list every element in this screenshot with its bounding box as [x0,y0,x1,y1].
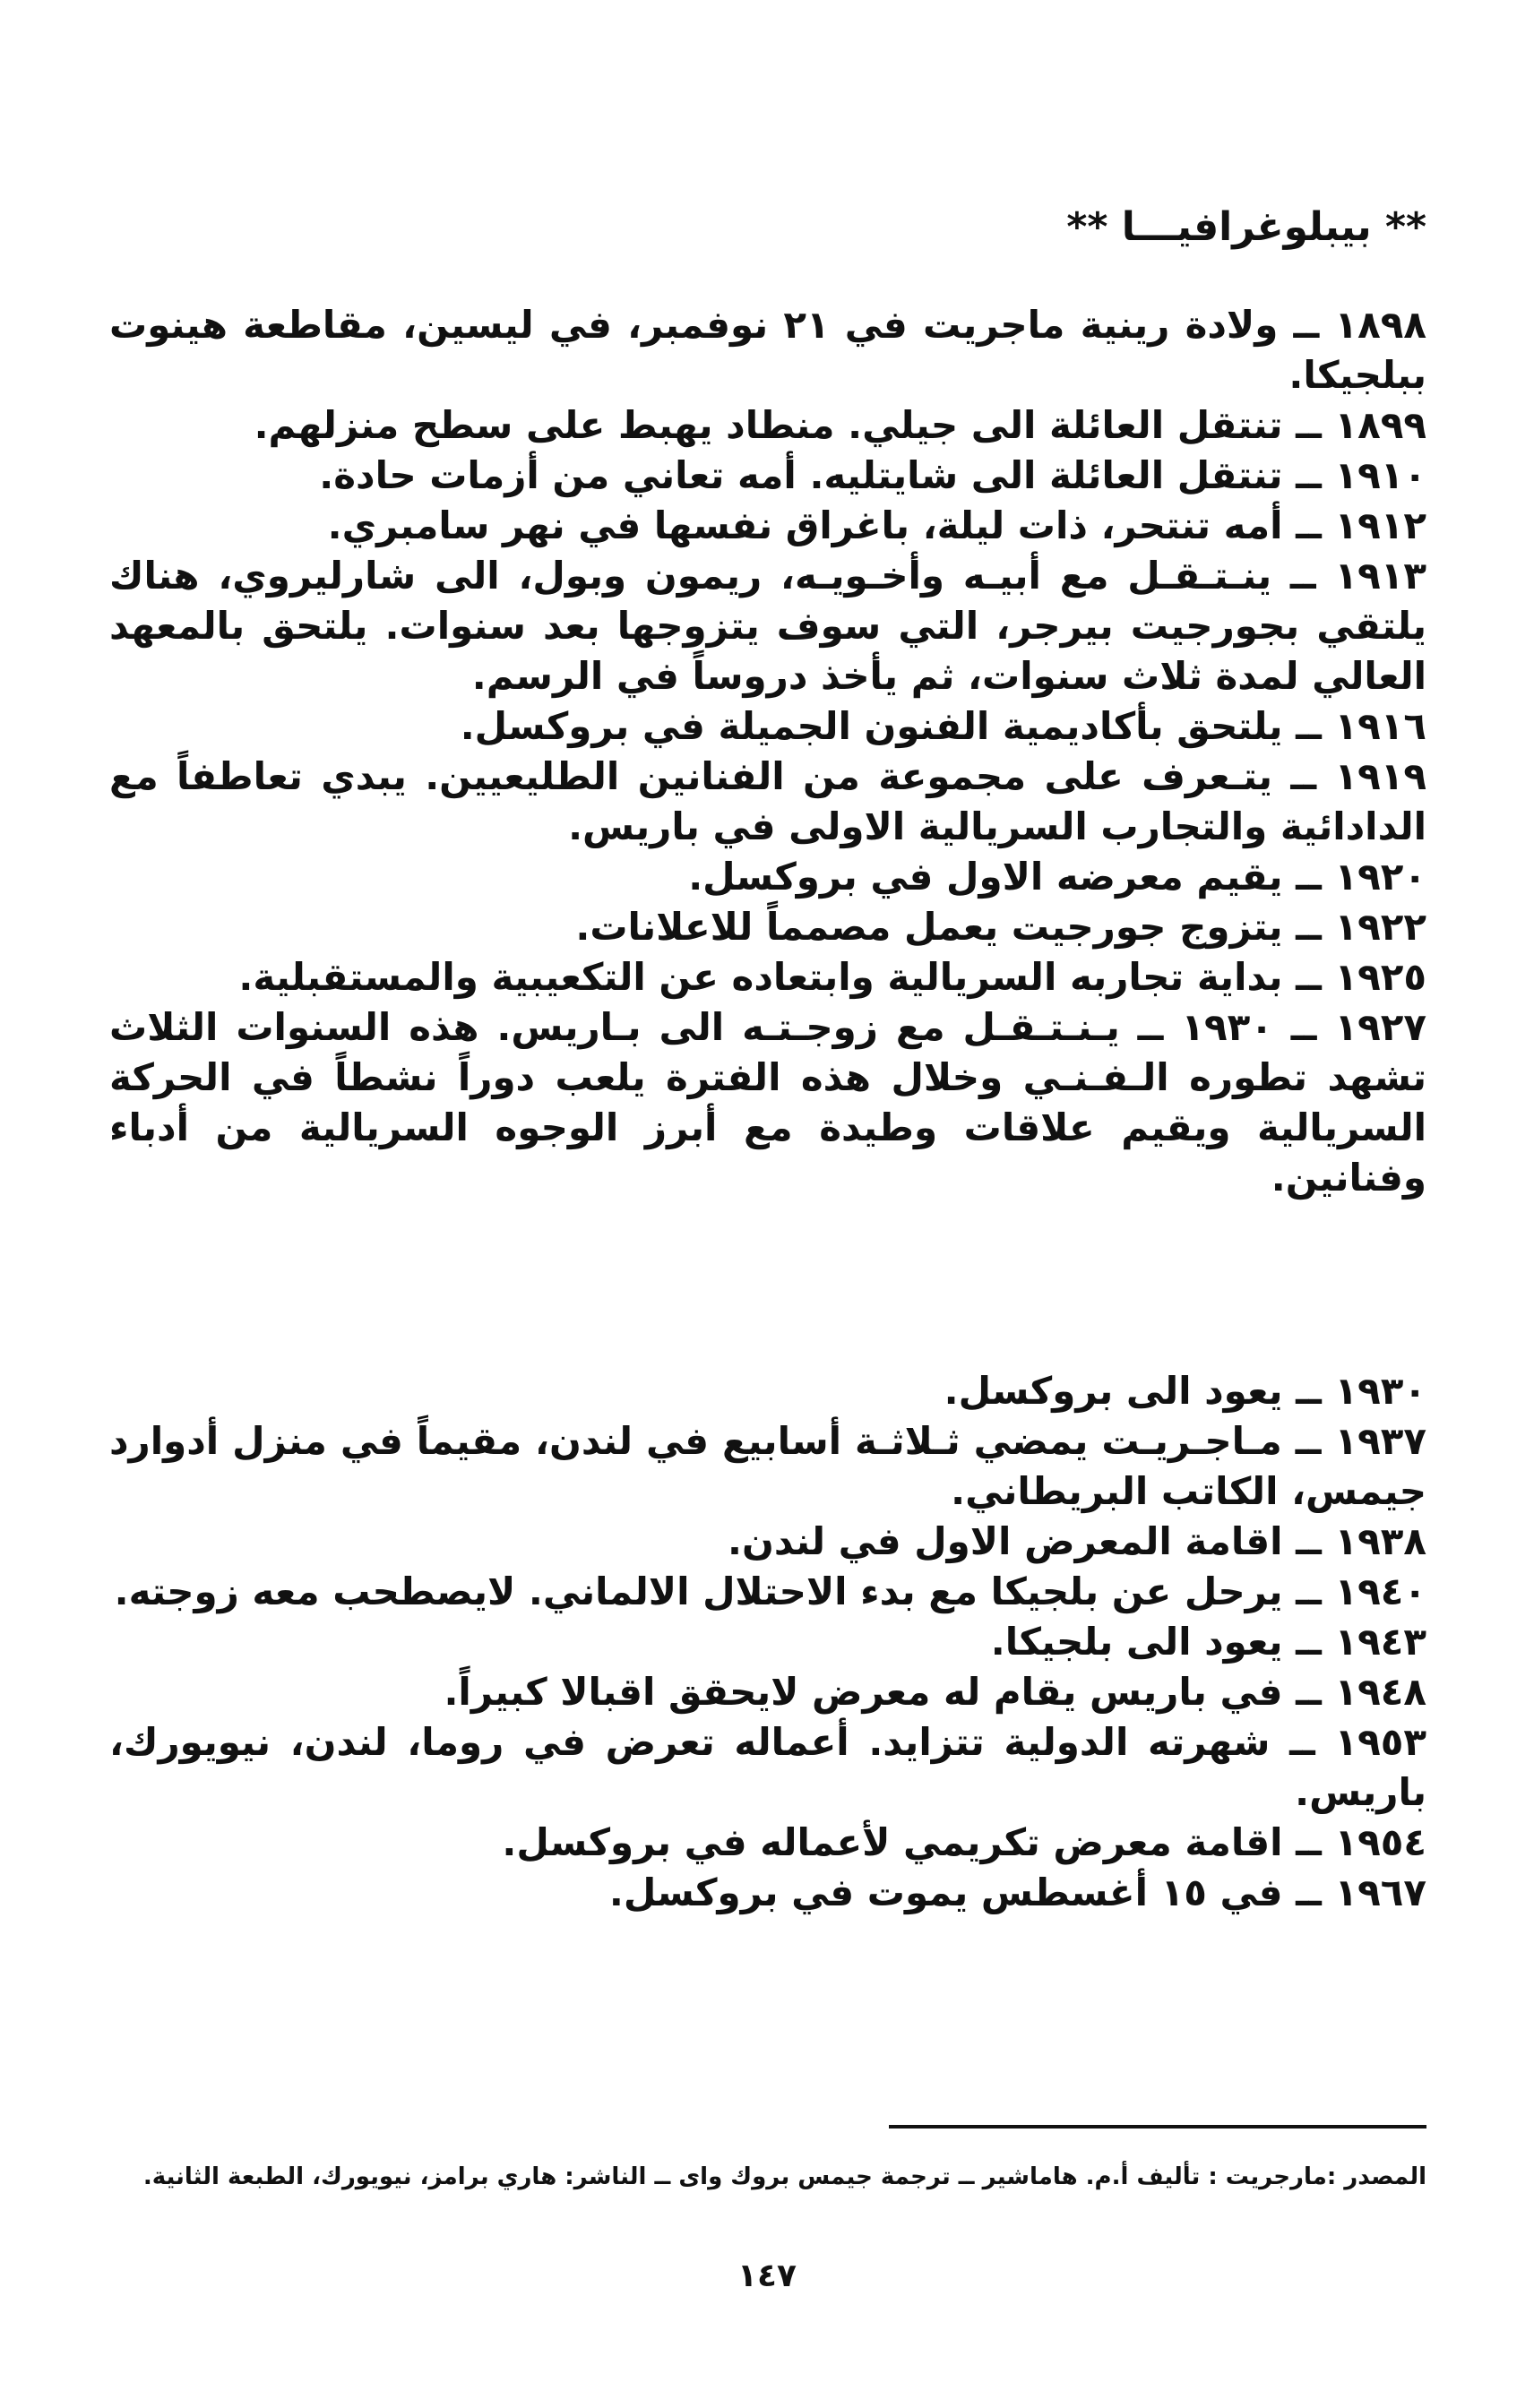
bibliography-entry-1912: ١٩١٢ ــ أمه تنتحر، ذات ليلة، باغراق نفسها في نهر سامبري. [327,503,1426,547]
bibliography-entry-1920: ١٩٢٠ ــ يقيم معرضه الاول في بروكسل. [688,855,1426,899]
bibliography-entry-1927: ١٩٢٧ ــ ١٩٣٠ ــ يـنـتـقـل مع زوجـتـه الى بـاريس. هذه السنوات الثلاث تشهد تطوره الـفـنـي وخلال هذه الفترة يلعب دوراً نشطاً في الحركة السريالية ويقيم علاقات وطيدة مع أبرز الوجوه السريالية من أدباء وفنانين. [109,1005,1426,1200]
bibliography-entry-1919: ١٩١٩ ــ يتـعرف على مجموعة من الفنانين الطليعيين. يبدي تعاطفاً مع الدادائية والتجارب السريالية الاولى في باريس. [109,754,1426,848]
bibliography-entry-1930: ١٩٣٠ ــ يعود الى بروكسل. [944,1369,1426,1413]
bibliography-list-part-1 [109,300,1426,1203]
source-footnote: المصدر :مارجريت : تأليف أ.م. هاماشير ــ ترجمة جيمس بروك واى ــ الناشر: هاري برامز، نيويورك، الطبعة الثانية. [142,2163,1426,2190]
bibliography-entry-1943: ١٩٤٣ ــ يعود الى بلجيكا. [990,1620,1426,1664]
bibliography-entry-1910: ١٩١٠ ــ تنتقل العائلة الى شايتليه. أمه تعاني من أزمات حادة. [319,453,1426,497]
bibliography-entry-1898: ١٨٩٨ ــ ولادة رينية ماجريت في ٢١ نوفمبر، في ليسين، مقاطعة هينوت ببلجيكا. [109,303,1426,397]
bibliography-entry-1937: ١٩٣٧ ــ مـاجـريـت يمضي ثـلاثـة أسابيع في لندن، مقيماً في منزل أدوارد جيمس، الكاتب البريطاني. [109,1419,1426,1513]
bibliography-list-part-2 [109,1366,1426,1918]
page-number: ١٤٧ [737,2258,797,2294]
bibliography-entry-1899: ١٨٩٩ ــ تنتقل العائلة الى جيلي. منطاد يهبط على سطح منزلهم. [254,403,1426,447]
bibliography-entry-1925: ١٩٢٥ ــ بداية تجاربه السريالية وابتعاده عن التكعيبية والمستقبلية. [238,955,1426,999]
bibliography-entry-1922: ١٩٢٢ ــ يتزوج جورجيت يعمل مصمماً للاعلانات. [575,905,1426,949]
bibliography-entry-1954: ١٩٥٤ ــ اقامة معرض تكريمي لأعماله في بروكسل. [502,1820,1426,1864]
bibliography-entry-1967: ١٩٦٧ ــ في ١٥ أغسطس يموت في بروكسل. [608,1870,1426,1914]
bibliography-entry-1940: ١٩٤٠ ــ يرحل عن بلجيكا مع بدء الاحتلال الالماني. لايصطحب معه زوجته. [114,1570,1426,1613]
bibliography-entry-1938: ١٩٣٨ ــ اقامة المعرض الاول في لندن. [728,1519,1426,1563]
bibliography-entry-1913: ١٩١٣ ــ ينـتـقـل مع أبيـه وأخـويـه، ريمون وبول، الى شارليروي، هناك يلتقي بجورجيت بيرجر، التي سوف يتزوجها بعد سنوات. يلتحق بالمعهد العالي لمدة ثلاث سنوات، ثم يأخذ دروساً في الرسم. [109,554,1426,698]
page-heading: ** بيبلوغرافيـــا ** [1066,204,1426,250]
bibliography-entry-1948: ١٩٤٨ ــ في باريس يقام له معرض لايحقق اقبالا كبيراً. [444,1670,1426,1714]
bibliography-entry-1953: ١٩٥٣ ــ شهرته الدولية تتزايد. أعماله تعرض في روما، لندن، نيويورك، باريس. [109,1720,1426,1814]
footnote-divider [889,2125,1426,2128]
bibliography-entry-1916: ١٩١٦ ــ يلتحق بأكاديمية الفنون الجميلة في بروكسل. [460,704,1426,748]
